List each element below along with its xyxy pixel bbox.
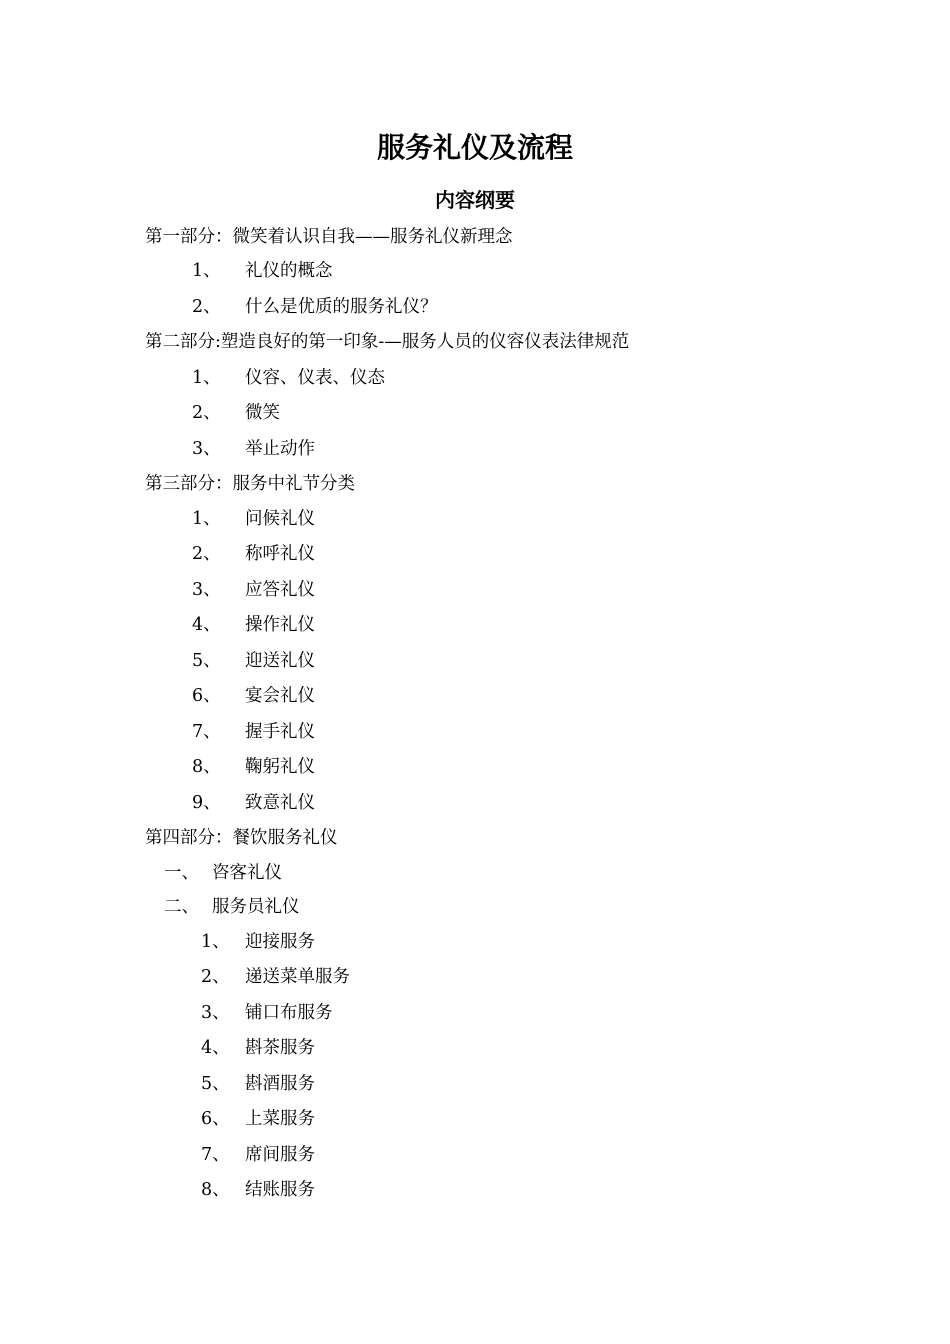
list-item: 应答礼仪 bbox=[245, 580, 315, 600]
list-item-number: 1、 bbox=[192, 509, 221, 529]
page-subtitle: 内容纲要 bbox=[435, 188, 515, 212]
list-item: 上菜服务 bbox=[245, 1109, 315, 1129]
list-item-number: 5、 bbox=[201, 1074, 230, 1094]
list-item: 鞠躬礼仪 bbox=[245, 757, 315, 777]
list-item: 宴会礼仪 bbox=[245, 686, 315, 706]
list-item-number: 2、 bbox=[201, 967, 230, 987]
part-heading: 第四部分：餐饮服务礼仪 bbox=[145, 828, 338, 848]
list-item: 结账服务 bbox=[245, 1180, 315, 1200]
list-item-number: 2、 bbox=[192, 544, 221, 564]
list-item: 递送菜单服务 bbox=[245, 967, 350, 987]
list-item-number: 3、 bbox=[201, 1003, 230, 1023]
list-item: 铺口布服务 bbox=[245, 1003, 333, 1023]
list-item-number: 3、 bbox=[192, 439, 221, 459]
list-item: 操作礼仪 bbox=[245, 615, 315, 635]
list-item: 席间服务 bbox=[245, 1145, 315, 1165]
part-heading: 第二部分:塑造良好的第一印象-—服务人员的仪容仪表法律规范 bbox=[145, 332, 630, 352]
list-item-number: 3、 bbox=[192, 580, 221, 600]
list-item-number: 8、 bbox=[192, 757, 221, 777]
list-item: 迎接服务 bbox=[245, 932, 315, 952]
list-item: 致意礼仪 bbox=[245, 793, 315, 813]
list-item-number: 8、 bbox=[201, 1180, 230, 1200]
list-item-number: 2、 bbox=[192, 297, 221, 317]
section-item: 咨客礼仪 bbox=[212, 863, 282, 883]
section-number: 二、 bbox=[164, 897, 199, 917]
list-item: 礼仪的概念 bbox=[245, 261, 333, 281]
list-item-number: 6、 bbox=[201, 1109, 230, 1129]
list-item-number: 5、 bbox=[192, 651, 221, 671]
list-item-number: 1、 bbox=[192, 368, 221, 388]
list-item: 斟茶服务 bbox=[245, 1038, 315, 1058]
list-item: 什么是优质的服务礼仪？ bbox=[245, 297, 438, 317]
list-item: 斟酒服务 bbox=[245, 1074, 315, 1094]
part-heading: 第三部分：服务中礼节分类 bbox=[145, 474, 355, 494]
list-item: 迎送礼仪 bbox=[245, 651, 315, 671]
list-item-number: 9、 bbox=[192, 793, 221, 813]
list-item: 微笑 bbox=[245, 403, 280, 423]
list-item-number: 1、 bbox=[192, 261, 221, 281]
section-item: 服务员礼仪 bbox=[212, 897, 300, 917]
list-item: 仪容、仪表、仪态 bbox=[245, 368, 385, 388]
list-item: 问候礼仪 bbox=[245, 509, 315, 529]
list-item-number: 7、 bbox=[192, 722, 221, 742]
section-number: 一、 bbox=[164, 863, 199, 883]
list-item-number: 4、 bbox=[192, 615, 221, 635]
list-item-number: 2、 bbox=[192, 403, 221, 423]
list-item: 举止动作 bbox=[245, 439, 315, 459]
part-heading: 第一部分：微笑着认识自我——服务礼仪新理念 bbox=[145, 227, 513, 247]
page-title: 服务礼仪及流程 bbox=[376, 131, 573, 164]
list-item-number: 4、 bbox=[201, 1038, 230, 1058]
list-item-number: 6、 bbox=[192, 686, 221, 706]
list-item: 握手礼仪 bbox=[245, 722, 315, 742]
list-item-number: 7、 bbox=[201, 1145, 230, 1165]
list-item-number: 1、 bbox=[201, 932, 230, 952]
list-item: 称呼礼仪 bbox=[245, 544, 315, 564]
